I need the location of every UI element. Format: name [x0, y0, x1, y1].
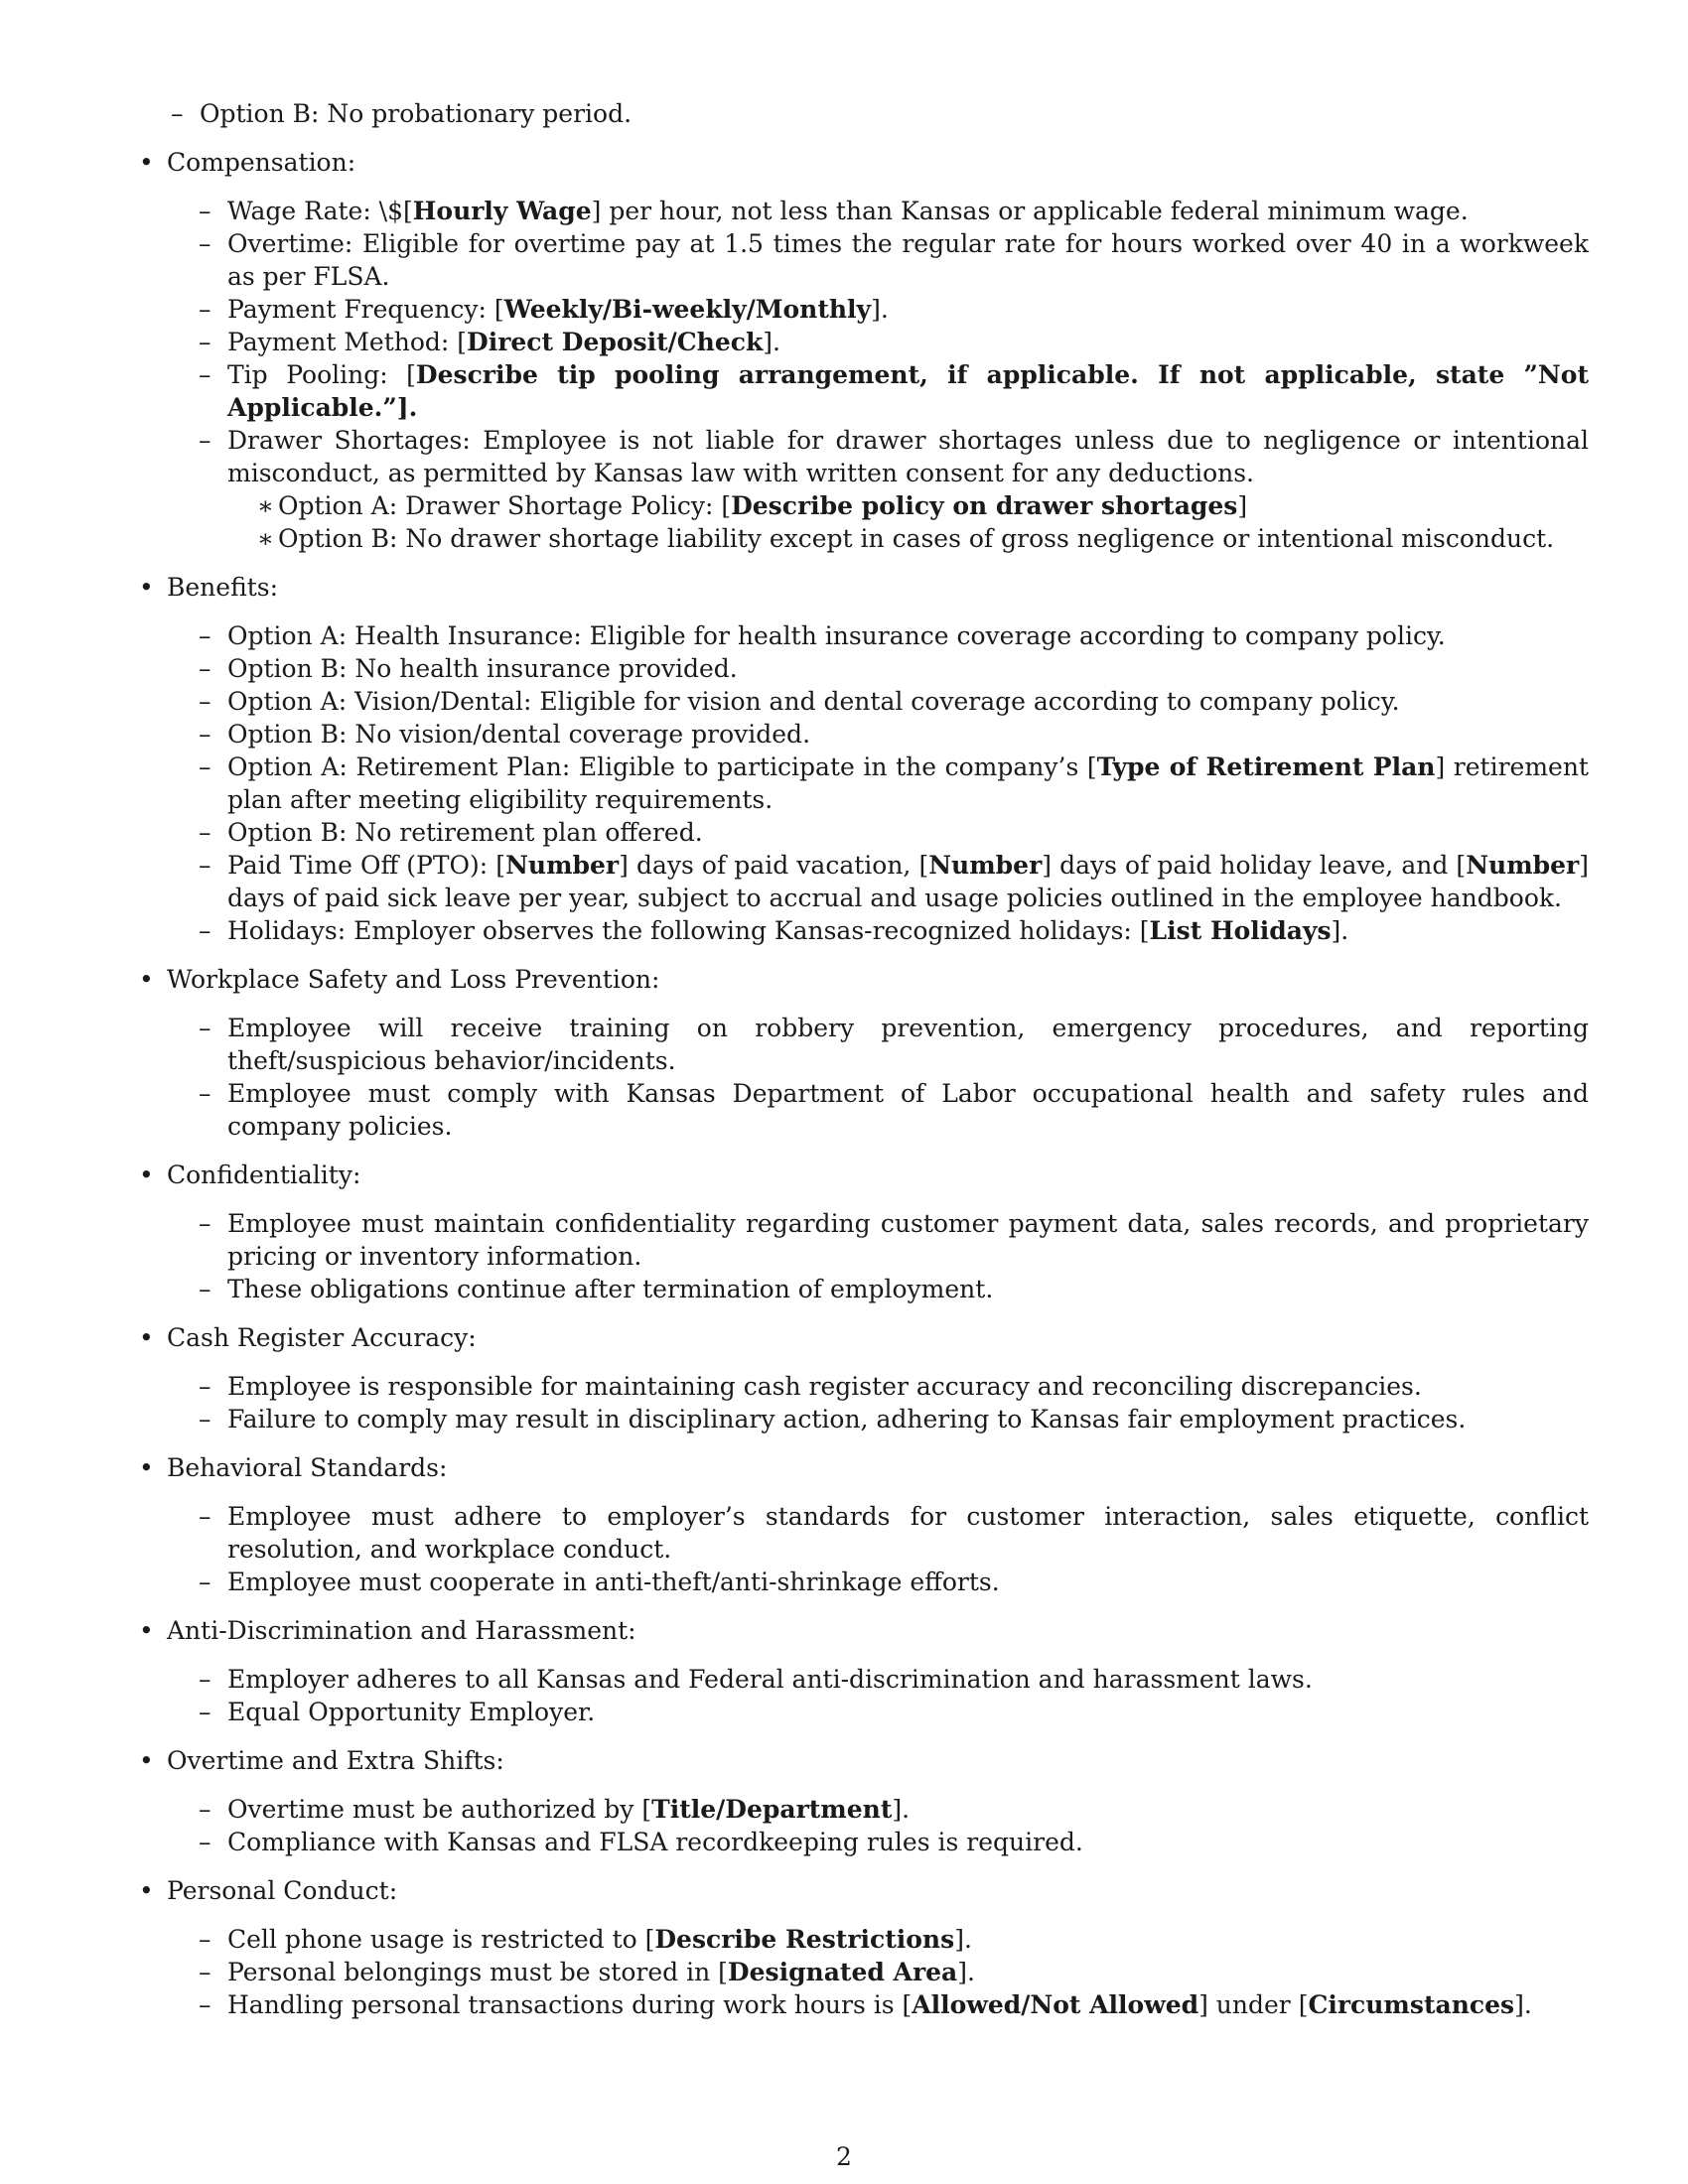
sub-list [167, 1923, 1589, 2021]
nested-item-body [227, 489, 1589, 522]
placeholder-field: Direct Deposit/Check [467, 328, 764, 356]
list-item-text [227, 328, 780, 356]
placeholder-field: List Holidays [1149, 916, 1332, 945]
list-item-text [227, 1405, 1466, 1433]
text-run: ] per hour, not less than Kansas or applicable federal minimum wage. [591, 197, 1469, 225]
dash-marker: – [171, 99, 184, 128]
list-item-text [227, 851, 1589, 912]
text-run: Compliance with Kansas and FLSA recordkeeping rules is required. [227, 1828, 1083, 1856]
dash-marker: – [199, 1405, 211, 1433]
list-item-text [227, 1698, 595, 1726]
continued-list-item [139, 97, 1589, 130]
list-item-text [227, 1275, 993, 1303]
text-run: Option B: No retirement plan offered. [227, 818, 703, 847]
list-item-text [227, 426, 1589, 487]
section-title: Compensation: [167, 148, 356, 177]
nested-item-body [227, 522, 1589, 555]
list-item [167, 816, 1589, 849]
list-item [167, 1793, 1589, 1826]
text-run: Holidays: Employer observes the following Kansas-recognized holidays: [ [227, 916, 1150, 945]
list-item-text [227, 1990, 1532, 2019]
placeholder-field: Designated Area [727, 1958, 958, 1986]
list-item [167, 1923, 1589, 1956]
bullet-marker: • [139, 965, 154, 994]
section-title: Cash Register Accuracy: [167, 1323, 477, 1352]
list-item-text [227, 687, 1400, 716]
dash-marker: – [199, 1990, 211, 2019]
list-item-text [227, 1958, 975, 1986]
section-title: Benefits: [167, 573, 279, 602]
section-title: Workplace Safety and Loss Prevention: [167, 965, 660, 994]
text-run: ]. [871, 295, 889, 324]
sub-list [167, 1207, 1589, 1305]
placeholder-field: Describe tip pooling arrangement, if applicable. If not applicable, state ”Not Applicable.”]. [227, 360, 1589, 422]
bullet-marker: • [139, 1323, 154, 1352]
text-run: ] retirement plan after meeting eligibility requirements. [227, 752, 1589, 814]
sub-list [167, 1500, 1589, 1598]
list-item-text [227, 360, 1589, 422]
placeholder-field: Allowed/Not Allowed [912, 1990, 1199, 2019]
list-item-text [227, 752, 1589, 814]
text-run: Overtime: Eligible for overtime pay at 1.5 times the regular rate for hours worked over 40 in a workweek as per FLSA. [227, 229, 1589, 291]
text-run: Option A: Health Insurance: Eligible for health insurance coverage according to company policy. [227, 621, 1446, 650]
section [139, 963, 1589, 1143]
list-item-text [227, 1568, 1000, 1596]
text-run: Payment Method: [ [227, 328, 468, 356]
list-item [167, 1077, 1589, 1143]
text-run: Paid Time Off (PTO): [ [227, 851, 506, 880]
text-run: Employee must maintain confidentiality regarding customer payment data, sales records, and proprietary pricing or inventory information. [227, 1209, 1589, 1271]
text-run: Option A: Vision/Dental: Eligible for vision and dental coverage according to company policy. [227, 687, 1400, 716]
text-run: Option A: Retirement Plan: Eligible to participate in the company’s [ [227, 752, 1097, 781]
list-item-text [227, 1079, 1589, 1141]
nested-item-text [278, 491, 1247, 520]
section-title: Personal Conduct: [167, 1876, 398, 1905]
dash-marker: – [199, 916, 211, 945]
text-run: Employee must cooperate in anti-theft/anti-shrinkage efforts. [227, 1568, 1000, 1596]
placeholder-field: Type of Retirement Plan [1096, 752, 1436, 781]
placeholder-field: Number [505, 851, 620, 880]
list-item [167, 424, 1589, 489]
list-item [167, 914, 1589, 947]
text-run: ]. [1514, 1990, 1532, 2019]
text-run: Wage Rate: \$[ [227, 197, 413, 225]
sub-list [167, 195, 1589, 555]
nested-list-item [167, 489, 1589, 522]
section [139, 571, 1589, 947]
sub-list [167, 619, 1589, 947]
bullet-marker: • [139, 573, 154, 602]
placeholder-field: Hourly Wage [412, 197, 592, 225]
list-item [167, 1988, 1589, 2021]
text-run: ] [1237, 491, 1248, 520]
dash-marker: – [199, 229, 211, 258]
section-title: Anti-Discrimination and Harassment: [167, 1616, 636, 1645]
dash-marker: – [199, 1079, 211, 1108]
dash-marker: – [199, 1209, 211, 1238]
text-run: Employee is responsible for maintaining cash register accuracy and reconciling discrepancies. [227, 1372, 1422, 1401]
text-run: Handling personal transactions during work hours is [ [227, 1990, 913, 2019]
bullet-marker: • [139, 148, 154, 177]
dash-marker: – [199, 1958, 211, 1986]
list-item [167, 1370, 1589, 1403]
list-item-text [227, 621, 1446, 650]
dash-marker: – [199, 197, 211, 225]
dash-marker: – [199, 1014, 211, 1042]
list-item-text [227, 1828, 1083, 1856]
list-item [167, 293, 1589, 326]
list-item [167, 1500, 1589, 1566]
list-item-text [227, 654, 738, 683]
star-marker: ∗ [257, 491, 274, 520]
list-item [167, 652, 1589, 685]
sub-list [167, 1370, 1589, 1435]
dash-marker: – [199, 1795, 211, 1824]
section [139, 1451, 1589, 1598]
list-item [167, 1956, 1589, 1988]
list-item-text [227, 720, 810, 749]
placeholder-field: Describe policy on drawer shortages [731, 491, 1238, 520]
text-run: These obligations continue after termination of employment. [227, 1275, 994, 1303]
text-run: Payment Frequency: [ [227, 295, 504, 324]
section-title: Behavioral Standards: [167, 1453, 448, 1482]
dash-marker: – [199, 1665, 211, 1694]
sub-list [167, 1793, 1589, 1858]
text-run: ]. [957, 1958, 975, 1986]
dash-marker: – [199, 295, 211, 324]
bullet-marker: • [139, 1616, 154, 1645]
placeholder-field: Circumstances [1308, 1990, 1515, 2019]
bullet-marker: • [139, 1160, 154, 1189]
text-run: ]. [954, 1925, 972, 1954]
text-run: Employee will receive training on robbery prevention, emergency procedures, and reporting theft/suspicious behavior/incidents. [227, 1014, 1589, 1075]
text-run: Personal belongings must be stored in [ [227, 1958, 728, 1986]
list-item [167, 849, 1589, 914]
placeholder-field: Number [1466, 851, 1580, 880]
text-run: Equal Opportunity Employer. [227, 1698, 596, 1726]
list-item [167, 1403, 1589, 1435]
section [139, 1744, 1589, 1858]
text-run: ] days of paid holiday leave, and [ [1042, 851, 1467, 880]
section [139, 1874, 1589, 2021]
list-item-text: Option B: No probationary period. [200, 99, 633, 128]
bullet-marker: • [139, 1746, 154, 1775]
section-list [139, 146, 1589, 2021]
text-run: Employee must adhere to employer’s standards for customer interaction, sales etiquette, conflict resolution, and workplace conduct. [227, 1502, 1589, 1564]
list-item [167, 1012, 1589, 1077]
placeholder-field: Describe Restrictions [654, 1925, 955, 1954]
bullet-marker: • [139, 1453, 154, 1482]
sub-list [167, 1663, 1589, 1728]
list-item [167, 1826, 1589, 1858]
section [139, 146, 1589, 555]
section [139, 1614, 1589, 1728]
nested-item-text [278, 524, 1554, 553]
placeholder-field: Title/Department [651, 1795, 893, 1824]
list-item-text [227, 229, 1589, 291]
page-number: 2 [836, 2142, 852, 2171]
list-item [167, 1696, 1589, 1728]
text-run: Option A: Drawer Shortage Policy: [ [278, 491, 732, 520]
list-item-text [227, 1502, 1589, 1564]
dash-marker: – [199, 1568, 211, 1596]
text-run: ]. [763, 328, 780, 356]
list-item-text [227, 916, 1348, 945]
list-item-text [227, 1795, 910, 1824]
section [139, 1159, 1589, 1305]
text-run: Drawer Shortages: Employee is not liable for drawer shortages unless due to negligence or intentional misconduct, as permitted by Kansas law with written consent for any deductions. [227, 426, 1589, 487]
dash-marker: – [199, 1925, 211, 1954]
text-run: Option B: No health insurance provided. [227, 654, 738, 683]
list-item-text [227, 1014, 1589, 1075]
nested-list-item [167, 522, 1589, 555]
bullet-marker: • [139, 1876, 154, 1905]
dash-marker: – [199, 687, 211, 716]
text-run: Overtime must be authorized by [ [227, 1795, 652, 1824]
text-run: ] under [ [1198, 1990, 1309, 2019]
text-run: ]. [892, 1795, 911, 1824]
list-item-text [227, 197, 1469, 225]
dash-marker: – [199, 1275, 211, 1303]
list-item [167, 751, 1589, 816]
list-item-text [227, 818, 703, 847]
section-title: Overtime and Extra Shifts: [167, 1746, 504, 1775]
dash-marker: – [199, 851, 211, 880]
placeholder-field: Number [928, 851, 1043, 880]
text-run: Tip Pooling: [ [227, 360, 416, 389]
list-item [167, 1663, 1589, 1696]
list-item-text [227, 1925, 972, 1954]
dash-marker: – [199, 654, 211, 683]
list-item [167, 358, 1589, 424]
sub-list [167, 1012, 1589, 1143]
dash-marker: – [199, 818, 211, 847]
list-item [167, 1207, 1589, 1273]
list-item-text [227, 1372, 1422, 1401]
list-item [167, 326, 1589, 358]
text-run: Employer adheres to all Kansas and Federal anti-discrimination and harassment laws. [227, 1665, 1313, 1694]
text-run: Cell phone usage is restricted to [ [227, 1925, 655, 1954]
placeholder-field: Weekly/Bi-weekly/Monthly [503, 295, 872, 324]
list-item [167, 619, 1589, 652]
dash-marker: – [199, 426, 211, 455]
star-marker: ∗ [257, 524, 274, 553]
dash-marker: – [199, 360, 211, 389]
list-item [167, 685, 1589, 718]
list-item [167, 195, 1589, 227]
list-item-text [227, 1665, 1313, 1694]
dash-marker: – [199, 621, 211, 650]
section [139, 1321, 1589, 1435]
dash-marker: – [199, 1372, 211, 1401]
text-run: Option B: No vision/dental coverage provided. [227, 720, 811, 749]
list-item [167, 227, 1589, 293]
list-item [167, 718, 1589, 751]
list-item-text [227, 1209, 1589, 1271]
dash-marker: – [199, 1698, 211, 1726]
section-title: Confidentiality: [167, 1160, 361, 1189]
dash-marker: – [199, 328, 211, 356]
text-run: ] days of paid vacation, [ [619, 851, 929, 880]
text-run: Failure to comply may result in disciplinary action, adhering to Kansas fair employment practices. [227, 1405, 1467, 1433]
list-item-text [227, 295, 889, 324]
dash-marker: – [199, 752, 211, 781]
dash-marker: – [199, 1828, 211, 1856]
text-run: ] days of paid sick leave per year, subject to accrual and usage policies outlined in the employee handbook. [227, 851, 1589, 912]
text-run: Employee must comply with Kansas Department of Labor occupational health and safety rules and company policies. [227, 1079, 1589, 1141]
list-item [167, 1566, 1589, 1598]
list-item [167, 1273, 1589, 1305]
dash-marker: – [199, 1502, 211, 1531]
dash-marker: – [199, 720, 211, 749]
text-run: Option B: No drawer shortage liability except in cases of gross negligence or intentional misconduct. [278, 524, 1555, 553]
document-body [139, 97, 1589, 2021]
text-run: ]. [1331, 916, 1349, 945]
